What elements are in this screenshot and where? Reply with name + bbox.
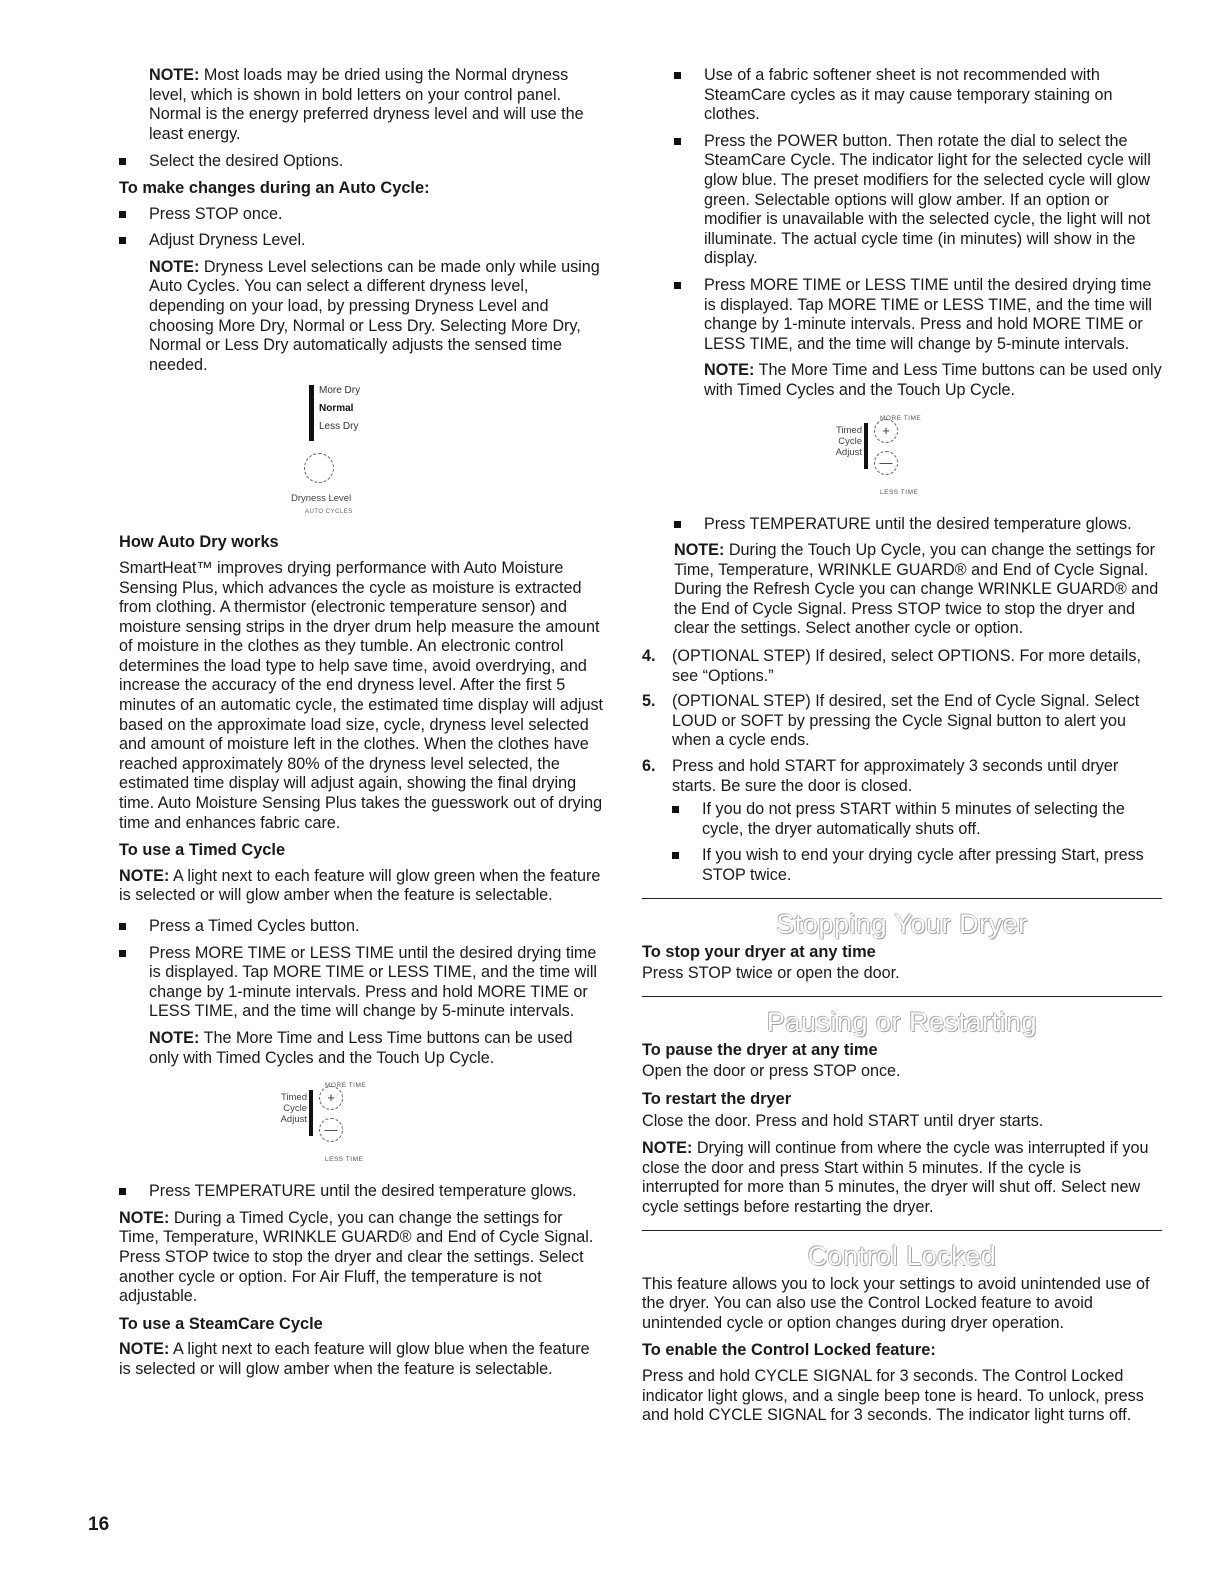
step-6-bullet-end-cycle: If you wish to end your drying cycle after pressing Start, press STOP twice. — [672, 846, 1162, 885]
less-time-arc-label: LESS TIME — [325, 1156, 364, 1164]
divider-pausing — [642, 996, 1162, 997]
note-steamcare-light: NOTE: A light next to each feature will glow blue when the feature is selected or will glow amber when the feature is selectable. — [119, 1340, 590, 1378]
dryness-indicator-bar — [309, 385, 314, 441]
enable-control-locked-text: Press and hold CYCLE SIGNAL for 3 seconds. The Control Locked indicator light glows, and a single beep tone is heard. To unlock, press and hold CYCLE SIGNAL for 3 seconds. The indicator light turns off. — [642, 1366, 1144, 1425]
heading-stop-dryer: To stop your dryer at any time — [642, 942, 876, 961]
bullet-more-less-time: Press MORE TIME or LESS TIME until the desired drying time is displayed. Tap MORE TIME or LESS TIME, and the time will change by 1-minute intervals. Press and hold MORE TIME or LESS TIME, and the time will change by 5-minute intervals. — [119, 944, 605, 1022]
cycle-label-steam: Cycle — [838, 435, 862, 447]
bullet-press-timed-cycles: Press a Timed Cycles button. — [119, 917, 605, 937]
stop-dryer-text: Press STOP twice or open the door. — [642, 964, 900, 983]
page-number: 16 — [88, 1514, 110, 1535]
heading-how-auto-dry-works: How Auto Dry works — [119, 533, 279, 552]
note-normal-dryness: NOTE: Most loads may be dried using the Normal dryness level, which is shown in bold letters on your control panel. Normal is the energy preferred dryness level and will use the least energy. — [149, 66, 584, 143]
left-column — [119, 66, 605, 1388]
section-title-stopping: Stopping Your Dryer — [776, 908, 1028, 939]
dryness-more-dry-label: More Dry — [319, 385, 361, 397]
section-title-pausing: Pausing or Restarting — [766, 1006, 1038, 1037]
step-6-bullet-auto-shutoff: If you do not press START within 5 minutes of selecting the cycle, the dryer automatically shuts off. — [672, 800, 1162, 839]
note-timed-cycle-light: NOTE: A light next to each feature will glow green when the feature is selected or will glow amber when the feature is selectable. — [119, 866, 601, 905]
dryness-less-dry-label: Less Dry — [319, 421, 359, 433]
bullet-temperature-steam: Press TEMPERATURE until the desired temperature glows. — [674, 515, 1162, 535]
section-control-locked — [642, 1239, 1162, 1426]
note-more-less-time-steam: NOTE: The More Time and Less Time buttons can be used only with Timed Cycles and the Touch Up Cycle. — [704, 361, 1162, 399]
heading-steamcare-cycle: To use a SteamCare Cycle — [119, 1314, 323, 1333]
note-interrupted-cycle: NOTE: Drying will continue from where the cycle was interrupted if you close the door and press Start within 5 minutes. If the cycle is interrupted for more than 5 minutes, the dryer will shut off. Select new cycle settings before restarting the dryer. — [642, 1139, 1149, 1216]
timed-label: Timed — [280, 1092, 307, 1104]
heading-pause-dryer: To pause the dryer at any time — [642, 1040, 878, 1059]
bullet-more-less-time-steam: Press MORE TIME or LESS TIME until the desired drying time is displayed. Tap MORE TIME or LESS TIME, and the time will change by 1-minute intervals. Press and hold MORE TIME or LESS TIME, and the time will change by 5-minute intervals. — [674, 276, 1162, 354]
auto-dry-paragraph: SmartHeat™ improves drying performance with Auto Moisture Sensing Plus, which advances the cycle as moisture is extracted from clothing. A thermistor (electronic temperature sensor) and moisture sensing strips in the dryer drum help measure the amount of moisture in the clothes as they tumble. An electronic control determines the load type to help save time, avoid overdrying, and increase the accuracy of the end dryness level. After the first 5 minutes of an automatic cycle, the estimated time display will adjust based on the approximate load size, cycle, dryness level selected and amount of moisture left in the clothes. When the clothes have reached approximately 80% of the dryness level selected, the estimated time display will adjust again, showing the final drying time. Auto Moisture Sensing Plus takes the guesswork out of drying time and enhances fabric care. — [119, 558, 604, 832]
section-pausing — [642, 1005, 1162, 1218]
more-time-arc-label: MORE TIME — [325, 1082, 367, 1090]
bullet-adjust-dryness: Adjust Dryness Level. — [119, 231, 605, 251]
bullet-select-options: Select the desired Options. — [119, 152, 605, 172]
control-locked-text: This feature allows you to lock your settings to avoid unintended use of the dryer. You can also use the Control Locked feature to avoid unintended cycle or option changes during dryer operation. — [642, 1274, 1150, 1332]
auto-cycles-caption: AUTO CYCLES — [305, 509, 353, 516]
divider-control-locked — [642, 1230, 1162, 1231]
note-dryness-level: NOTE: Dryness Level selections can be made only while using Auto Cycles. You can select a different dryness level, depending on your load, by pressing Dryness Level and choosing More Dry, Normal or Less Dry. Selecting More Dry, Normal or Less Dry automatically adjusts the sensed time needed. — [149, 257, 600, 374]
bullet-press-stop: Press STOP once. — [119, 205, 605, 225]
note-more-less-time: NOTE: The More Time and Less Time buttons can be used only with Timed Cycles and the Touch Up Cycle. — [149, 1028, 573, 1067]
time-adjust-figure — [269, 1076, 389, 1172]
right-column — [642, 66, 1162, 1434]
note-timed-cycle-settings: NOTE: During a Timed Cycle, you can change the settings for Time, Temperature, WRINKLE GUARD® and End of Cycle Signal. Press STOP twice to stop the dryer and clear the settings. Select another cycle or option. For Air Fluff, the temperature is not adjustable. — [119, 1208, 594, 1306]
note-touch-up-settings: NOTE: During the Touch Up Cycle, you can change the settings for Time, Temperature, WRINKLE GUARD® and End of Cycle Signal. During the Refresh Cycle you can change WRINKLE GUARD® and the End of Cycle Signal. Press STOP twice to stop the dryer and clear the settings. Select another cycle or option. — [674, 541, 1159, 638]
less-time-minus-icon-steam: — — [874, 451, 898, 475]
timed-label-steam: Timed — [835, 424, 862, 436]
bullet-fabric-softener: Use of a fabric softener sheet is not recommended with SteamCare cycles as it may cause temporary staining on clothes. — [674, 66, 1162, 125]
adjust-label: Adjust — [280, 1114, 307, 1126]
dryness-level-caption: Dryness Level — [291, 493, 352, 505]
adjust-label-steam: Adjust — [835, 446, 862, 458]
heading-restart-dryer: To restart the dryer — [642, 1089, 792, 1108]
heading-changes-auto-cycle: To make changes during an Auto Cycle: — [119, 178, 430, 197]
more-time-plus-icon-steam: + — [874, 419, 898, 443]
time-indicator-bar-steam — [864, 423, 868, 469]
less-time-minus-icon: — — [319, 1118, 343, 1142]
bullet-temperature: Press TEMPERATURE until the desired temperature glows. — [119, 1182, 605, 1202]
cycle-label: Cycle — [283, 1103, 307, 1115]
less-time-arc-label-steam: LESS TIME — [880, 488, 919, 496]
dryness-normal-label: Normal — [319, 403, 354, 415]
restart-dryer-text: Close the door. Press and hold START until dryer starts. — [642, 1111, 1044, 1130]
step-6-start: 6. Press and hold START for approximately 3 seconds until dryer starts. Be sure the door is closed. If you do not press START within 5 minutes of selecting the cycle, the dryer automatically shuts off. If you wish to end your drying cycle after pressing Start, press STOP twice. — [642, 757, 1162, 886]
more-time-plus-icon: + — [319, 1086, 343, 1110]
section-stopping — [642, 907, 1162, 984]
section-title-control-locked: Control Locked — [807, 1240, 997, 1271]
time-adjust-figure-steam — [824, 409, 944, 505]
pause-dryer-text: Open the door or press STOP once. — [642, 1062, 901, 1081]
heading-timed-cycle: To use a Timed Cycle — [119, 841, 286, 860]
divider-stopping — [642, 898, 1162, 899]
dryness-level-button-icon — [304, 453, 334, 483]
heading-enable-control-locked: To enable the Control Locked feature: — [642, 1341, 936, 1360]
bullet-power-button: Press the POWER button. Then rotate the dial to select the SteamCare Cycle. The indicator light for the selected cycle will glow blue. The preset modifiers for the selected cycle will glow green. Selectable options will glow amber. If an option or modifier is unavailable with the selected cycle, the light will not illuminate. The actual cycle time (in minutes) will show in the display. — [674, 132, 1162, 269]
step-5-cycle-signal: 5. (OPTIONAL STEP) If desired, set the End of Cycle Signal. Select LOUD or SOFT by pressing the Cycle Signal button to alert you when a cycle ends. — [642, 692, 1140, 750]
step-4-options: 4. (OPTIONAL STEP) If desired, select OPTIONS. For more details, see “Options.” — [642, 647, 1141, 685]
time-indicator-bar — [309, 1090, 313, 1136]
dryness-level-figure — [269, 383, 389, 523]
more-time-arc-label-steam: MORE TIME — [880, 414, 922, 422]
